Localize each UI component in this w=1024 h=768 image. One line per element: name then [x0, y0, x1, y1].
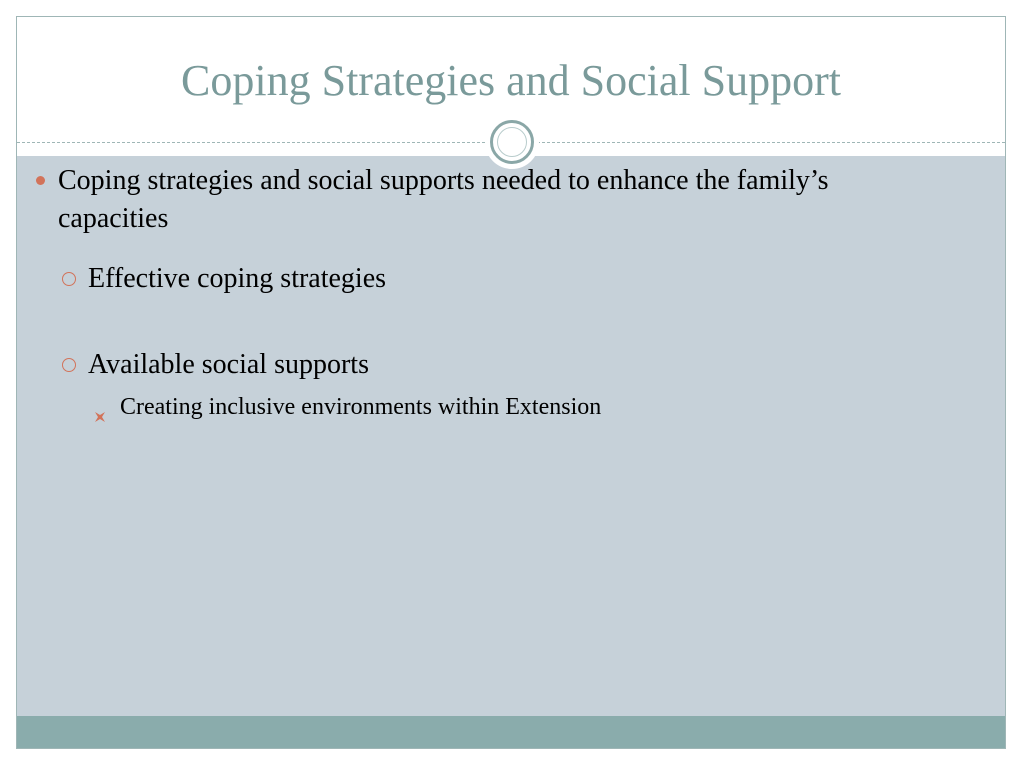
hollow-circle-bullet-icon — [62, 358, 76, 372]
ring-inner — [490, 120, 534, 164]
bullet-text: Effective coping strategies — [88, 263, 387, 294]
bullet-text: Available social supports — [88, 349, 369, 380]
bullet-level3-inclusive — [120, 392, 601, 422]
star-cross-icon — [94, 411, 106, 423]
star-cross-bullet-icon — [94, 401, 106, 413]
hollow-circle-bullet-icon — [62, 272, 76, 286]
bullet-level2-social-supports — [88, 346, 369, 384]
bullet-level1 — [58, 162, 918, 238]
content-area — [17, 156, 1005, 716]
filled-circle-bullet-icon — [36, 176, 45, 185]
bullet-text: Coping strategies and social supports needed to enhance the family’s capacities — [58, 165, 829, 234]
footer-bar — [17, 716, 1005, 749]
ring-inner-line — [497, 127, 527, 157]
slide-title: Coping Strategies and Social Support — [181, 56, 841, 105]
bullet-level2-effective-coping — [88, 260, 386, 298]
divider-ring-ornament — [485, 115, 539, 169]
bullet-text: Creating inclusive environments within Extension — [120, 394, 602, 420]
